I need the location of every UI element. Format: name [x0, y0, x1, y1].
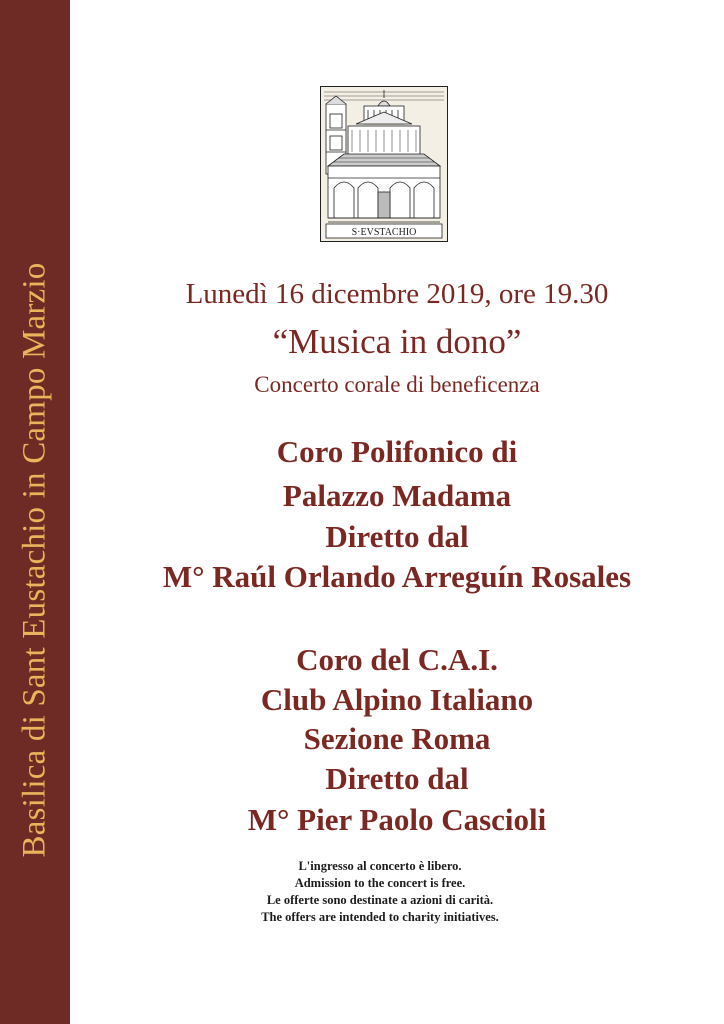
basilica-woodcut-image: [320, 86, 448, 242]
event-date: Lunedì 16 dicembre 2019, ore 19.30: [185, 278, 609, 310]
note-line: The offers are intended to charity initiatives.: [261, 910, 499, 924]
sidebar-band: [0, 0, 70, 1024]
woodcut-caption: S·EVSTACHIO: [351, 227, 417, 238]
choir-1-line: Palazzo Madama: [282, 478, 512, 513]
choir-1-line: Coro Polifonico di: [276, 434, 518, 469]
sidebar-title: Basilica di Sant Eustachio in Campo Marzio: [16, 262, 53, 858]
event-subtitle: Concerto corale di beneficenza: [254, 372, 540, 397]
admission-notes: [160, 858, 600, 926]
choir-2-line: Club Alpino Italiano: [260, 682, 534, 717]
choir-2-line: Coro del C.A.I.: [296, 642, 498, 677]
note-line: Admission to the concert is free.: [294, 876, 466, 890]
choir-1-director-name: M° Raúl Orlando Arreguín Rosales: [162, 559, 632, 594]
choir-2-line: Sezione Roma: [303, 721, 491, 756]
choir-2-director-label: Diretto dal: [325, 761, 469, 796]
choir-1-director-label: Diretto dal: [325, 519, 469, 554]
note-line: Le offerte sono destinate a azioni di carità.: [266, 893, 494, 907]
event-title: “Musica in dono”: [272, 322, 522, 361]
note-line: L'ingresso al concerto è libero.: [298, 859, 462, 873]
choir-2-director-name: M° Pier Paolo Cascioli: [247, 802, 547, 837]
